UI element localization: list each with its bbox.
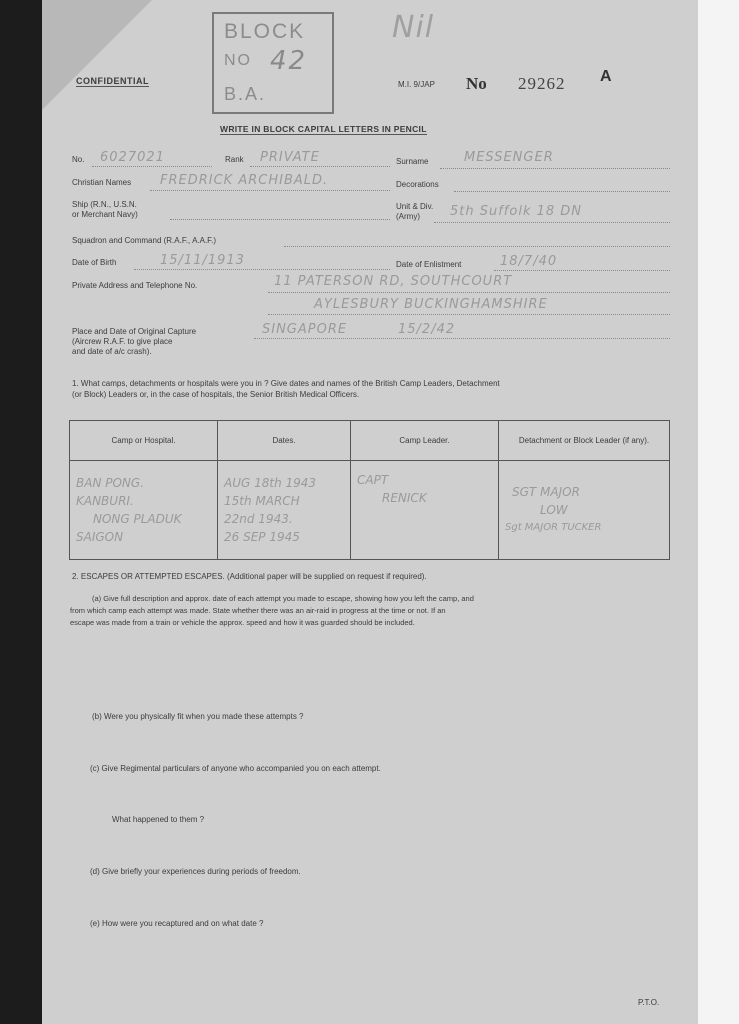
enlistment-label: Date of Enlistment <box>396 260 462 269</box>
camps-table <box>69 420 670 560</box>
address-value-1: 11 PATERSON RD, SOUTHCOURT <box>274 274 513 289</box>
header-camp-leader: Camp Leader. <box>351 421 499 461</box>
christian-names-label: Christian Names <box>72 178 132 187</box>
scan-background-right <box>696 0 739 1024</box>
surname-value: MESSENGER <box>464 150 554 165</box>
surname-line <box>440 168 670 169</box>
stamp-number: 42 <box>270 46 308 76</box>
nil-annotation: Nil <box>392 10 435 45</box>
form-sheet <box>42 0 698 1024</box>
rank-label: Rank <box>225 155 244 164</box>
scan-background-left <box>0 0 42 1024</box>
capture-label-3: and date of a/c crash). <box>72 347 152 356</box>
header-dates: Dates. <box>218 421 351 461</box>
service-no-line <box>92 166 212 167</box>
enlistment-line <box>494 270 670 271</box>
address-line-2 <box>268 314 670 315</box>
camp-date: 26 SEP 1945 <box>224 530 300 544</box>
number-label: No <box>466 74 487 93</box>
confidential-label: CONFIDENTIAL <box>76 76 149 86</box>
rank-line <box>250 166 390 167</box>
leader-cell <box>351 461 499 560</box>
decorations-label: Decorations <box>396 180 439 189</box>
camp-name: SAIGON <box>76 530 124 544</box>
camp-name: BAN PONG. <box>76 476 145 490</box>
detachment-cell <box>499 461 670 560</box>
address-label: Private Address and Telephone No. <box>72 281 198 290</box>
q2a-text-2: from which camp each attempt was made. State whether there was an air-raid in progress at the time or not. If an <box>70 606 446 615</box>
unit-label-2: (Army) <box>396 212 420 221</box>
camp-date: AUG 18th 1943 <box>224 476 317 490</box>
q1-text-2: (or Block) Leaders or, in the case of hospitals, the Senior British Medical Officers. <box>72 390 360 399</box>
camp-name: NONG PLADUK <box>93 512 182 526</box>
address-line-1 <box>268 292 670 293</box>
q2a-text-3: escape was made from a train or vehicle the approx. speed and how it was guarded should be included. <box>70 618 415 627</box>
detachment-leader: Sgt MAJOR TUCKER <box>505 522 602 533</box>
q2c-followup: What happened to them ? <box>112 815 205 824</box>
capture-line <box>254 338 670 339</box>
camps-cell <box>70 461 218 560</box>
christian-names-value: FREDRICK ARCHIBALD. <box>160 173 329 188</box>
stamp-block-text: BLOCK <box>224 20 306 43</box>
camps-table-row <box>70 461 670 560</box>
header-camp: Camp or Hospital. <box>70 421 218 461</box>
stamp-no-text: NO <box>224 52 252 69</box>
q2c-text: (c) Give Regimental particulars of anyone who accompanied you on each attempt. <box>90 764 381 773</box>
q2b-text: (b) Were you physically fit when you made these attempts ? <box>92 712 304 721</box>
dob-value: 15/11/1913 <box>160 253 245 268</box>
unit-label: Unit & Div. <box>396 202 434 211</box>
capture-date: 15/2/42 <box>398 322 456 337</box>
q2e-text: (e) How were you recaptured and on what date ? <box>90 919 264 928</box>
mi9-ref: M.I. 9/JAP <box>398 80 435 89</box>
ship-line <box>170 219 390 220</box>
address-value-2: AYLESBURY BUCKINGHAMSHIRE <box>314 297 548 312</box>
service-no-value: 6027021 <box>100 150 165 165</box>
decorations-line <box>454 191 670 192</box>
q1-text-1: 1. What camps, detachments or hospitals were you in ? Give dates and names of the British Camp Leaders, Detachment <box>72 379 500 388</box>
q2d-text: (d) Give briefly your experiences during periods of freedom. <box>90 867 301 876</box>
block-stamp <box>212 12 334 114</box>
folded-corner <box>42 0 152 110</box>
serial-number: 29262 <box>518 74 566 93</box>
capture-label-2: (Aircrew R.A.F. to give place <box>72 337 173 346</box>
detachment-leader: LOW <box>540 503 568 517</box>
camps-table-header <box>70 421 670 461</box>
squadron-label: Squadron and Command (R.A.F., A.A.F.) <box>72 236 217 245</box>
rank-value: PRIVATE <box>260 150 320 165</box>
squadron-line <box>284 246 670 247</box>
unit-line <box>434 222 670 223</box>
christian-names-line <box>150 190 390 191</box>
dob-label: Date of Birth <box>72 258 117 267</box>
q2a-text-1: (a) Give full description and approx. date of each attempt you made to escape, showing how you left the camp, and <box>92 594 474 603</box>
pto-label: P.T.O. <box>638 998 660 1007</box>
service-no-label: No. <box>72 155 85 164</box>
camp-date: 15th MARCH <box>224 494 300 508</box>
surname-label: Surname <box>396 157 429 166</box>
block-capitals-instruction: WRITE IN BLOCK CAPITAL LETTERS IN PENCIL <box>220 124 427 134</box>
ship-label-2: or Merchant Navy) <box>72 210 138 219</box>
q2-title: 2. ESCAPES OR ATTEMPTED ESCAPES. (Additional paper will be supplied on request if required). <box>72 572 427 581</box>
ship-label: Ship (R.N., U.S.N. <box>72 200 137 209</box>
camp-leader: RENICK <box>382 491 427 505</box>
stamp-ba-text: B.A. <box>224 84 267 104</box>
capture-label-1: Place and Date of Original Capture <box>72 327 197 336</box>
serial-suffix: A <box>600 68 612 85</box>
camp-leader: CAPT <box>357 473 389 487</box>
enlistment-value: 18/7/40 <box>500 254 558 269</box>
detachment-leader: SGT MAJOR <box>512 485 580 499</box>
unit-value: 5th Suffolk 18 DN <box>450 204 583 219</box>
dob-line <box>134 269 390 270</box>
camp-name: KANBURI. <box>76 494 134 508</box>
dates-cell <box>218 461 351 560</box>
capture-place: SINGAPORE <box>262 322 348 337</box>
camp-date: 22nd 1943. <box>224 512 293 526</box>
header-detachment: Detachment or Block Leader (if any). <box>499 421 670 461</box>
